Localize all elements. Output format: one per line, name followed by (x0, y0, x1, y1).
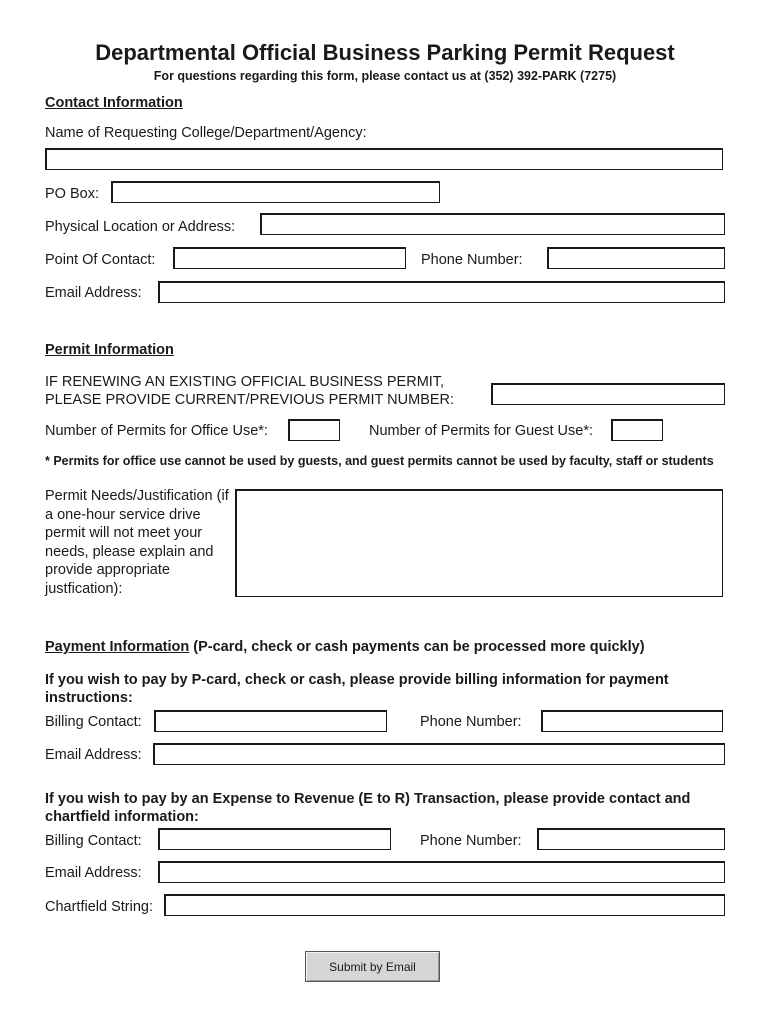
department-name-input[interactable] (45, 148, 723, 170)
etor-phone-label: Phone Number: (420, 833, 522, 849)
page-title: Departmental Official Business Parking Permit Request (95, 40, 675, 65)
point-of-contact-input[interactable] (173, 247, 406, 269)
department-name-label: Name of Requesting College/Department/Agency: (45, 125, 367, 141)
physical-address-input[interactable] (260, 213, 725, 235)
justification-textarea[interactable] (235, 489, 723, 597)
physical-address-label: Physical Location or Address: (45, 219, 236, 235)
po-box-label: PO Box: (45, 186, 99, 202)
payment-section-heading (45, 639, 645, 655)
renewal-label-line2: PLEASE PROVIDE CURRENT/PREVIOUS PERMIT NUMBER: (45, 392, 455, 408)
submit-by-email-button[interactable]: Submit by Email (305, 951, 440, 982)
billing-phone-input[interactable] (541, 710, 723, 732)
permit-section-heading: Permit Information (45, 342, 174, 358)
po-box-input[interactable] (111, 181, 440, 203)
etor-billing-contact-label: Billing Contact: (45, 833, 142, 849)
contact-email-input[interactable] (158, 281, 725, 303)
billing-email-input[interactable] (153, 743, 725, 765)
etor-email-input[interactable] (158, 861, 725, 883)
billing-email-label: Email Address: (45, 747, 142, 763)
contact-phone-label: Phone Number: (421, 252, 523, 268)
renewal-label-line1: IF RENEWING AN EXISTING OFFICIAL BUSINESS PERMIT, (45, 374, 445, 390)
payment-heading-text: Payment Information (45, 639, 190, 655)
office-permits-label: Number of Permits for Office Use*: (45, 423, 268, 439)
contact-email-label: Email Address: (45, 285, 142, 301)
permit-usage-note: * Permits for office use cannot be used by guests, and guest permits cannot be used by faculty, staff or students (45, 454, 714, 468)
billing-contact-input[interactable] (154, 710, 387, 732)
justification-label: Permit Needs/Justification (if a one-hour service drive permit will not meet your needs, please explain and provide appropriate justfication): (45, 488, 229, 597)
payment-heading-note: (P-card, check or cash payments can be processed more quickly) (189, 639, 645, 655)
point-of-contact-label: Point Of Contact: (45, 252, 156, 268)
guest-permits-label: Number of Permits for Guest Use*: (369, 423, 594, 439)
etor-billing-contact-input[interactable] (158, 828, 391, 850)
page-subtitle: For questions regarding this form, please contact us at (352) 392-PARK (7275) (153, 69, 617, 83)
etor-instructions: If you wish to pay by an Expense to Revenue (E to R) Transaction, please provide contact and chartfield information: (45, 791, 691, 825)
office-permits-input[interactable] (288, 419, 340, 441)
chartfield-input[interactable] (164, 894, 725, 916)
contact-section-heading: Contact Information (45, 95, 183, 111)
chartfield-label: Chartfield String: (45, 899, 153, 915)
permit-number-input[interactable] (491, 383, 725, 405)
billing-phone-label: Phone Number: (420, 714, 522, 730)
etor-email-label: Email Address: (45, 865, 142, 881)
contact-phone-input[interactable] (547, 247, 725, 269)
pcard-instructions: If you wish to pay by P-card, check or cash, please provide billing information for payment instructions: (45, 672, 669, 706)
etor-phone-input[interactable] (537, 828, 725, 850)
guest-permits-input[interactable] (611, 419, 663, 441)
billing-contact-label: Billing Contact: (45, 714, 142, 730)
